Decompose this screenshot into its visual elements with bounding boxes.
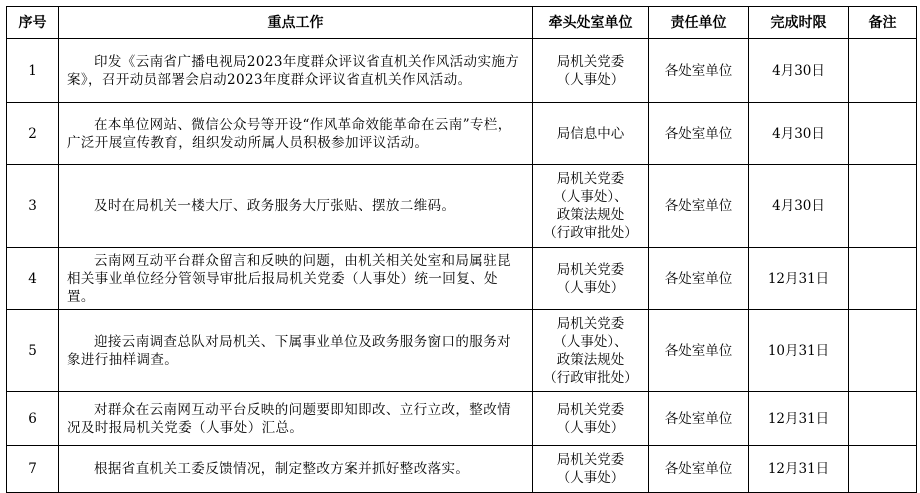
cell-seq: 3 — [7, 165, 59, 248]
lead-line: 局机关党委 — [556, 261, 625, 278]
cell-deadline: 4月30日 — [749, 165, 849, 248]
lead-line: 政策法规处 — [556, 351, 625, 368]
table-row — [7, 248, 917, 310]
cell-note — [849, 446, 917, 493]
cell-seq: 4 — [7, 248, 59, 310]
lead-line: （人事处） — [556, 419, 625, 436]
cell-lead — [533, 103, 649, 165]
cell-lead — [533, 248, 649, 310]
table-row — [7, 392, 917, 446]
table-header-row — [7, 7, 917, 39]
header-work: 重点工作 — [59, 7, 533, 39]
cell-work: 及时在局机关一楼大厅、政务服务大厅张贴、摆放二维码。 — [59, 165, 533, 248]
table-row — [7, 103, 917, 165]
cell-work: 云南网互动平台群众留言和反映的问题，由机关相关处室和局属驻昆相关事业单位经分管领导审批后报局机关党委（人事处）统一回复、处置。 — [59, 248, 533, 310]
work-plan-table — [6, 6, 917, 493]
cell-note — [849, 310, 917, 392]
cell-note — [849, 248, 917, 310]
lead-line: 局机关党委 — [556, 171, 625, 187]
table-row — [7, 165, 917, 248]
header-deadline: 完成时限 — [749, 7, 849, 39]
cell-lead — [533, 39, 649, 103]
lead-line: （人事处） — [556, 71, 625, 88]
cell-resp: 各处室单位 — [649, 103, 749, 165]
lead-line: 局机关党委 — [556, 401, 625, 418]
cell-deadline: 12月31日 — [749, 446, 849, 493]
cell-resp: 各处室单位 — [649, 310, 749, 392]
cell-resp: 各处室单位 — [649, 39, 749, 103]
lead-line: 局机关党委 — [556, 53, 625, 70]
table-row — [7, 310, 917, 392]
cell-work: 在本单位网站、微信公众号等开设“作风革命效能革命在云南”专栏，广泛开展宣传教育，组织发动所属人员积极参加评议活动。 — [59, 103, 533, 165]
cell-seq: 6 — [7, 392, 59, 446]
cell-resp: 各处室单位 — [649, 248, 749, 310]
header-note: 备注 — [849, 7, 917, 39]
lead-line: 政策法规处 — [556, 207, 625, 223]
cell-deadline: 4月30日 — [749, 39, 849, 103]
cell-note — [849, 103, 917, 165]
cell-note — [849, 165, 917, 248]
cell-lead — [533, 310, 649, 392]
lead-line: 局信息中心 — [556, 125, 625, 142]
lead-line: （人事处） — [556, 470, 625, 486]
cell-seq: 5 — [7, 310, 59, 392]
cell-deadline: 12月31日 — [749, 392, 849, 446]
cell-lead — [533, 165, 649, 248]
cell-work: 对群众在云南网互动平台反映的问题要即知即改、立行立改，整改情况及时报局机关党委（人事处）汇总。 — [59, 392, 533, 446]
lead-line: （人事处）、 — [553, 189, 628, 205]
cell-resp: 各处室单位 — [649, 446, 749, 493]
lead-line: （人事处） — [556, 279, 625, 296]
lead-line: 局机关党委 — [556, 452, 625, 468]
cell-deadline: 10月31日 — [749, 310, 849, 392]
lead-line: （人事处）、 — [553, 333, 628, 350]
cell-work: 印发《云南省广播电视局2023年度群众评议省直机关作风活动实施方案》，召开动员部署会启动2023年度群众评议省直机关作风活动。 — [59, 39, 533, 103]
cell-resp: 各处室单位 — [649, 165, 749, 248]
cell-seq: 1 — [7, 39, 59, 103]
header-seq: 序号 — [7, 7, 59, 39]
header-lead: 牵头处室单位 — [533, 7, 649, 39]
lead-line: （行政审批处） — [543, 225, 638, 241]
cell-note — [849, 39, 917, 103]
cell-work: 根据省直机关工委反馈情况，制定整改方案并抓好整改落实。 — [59, 446, 533, 493]
cell-resp: 各处室单位 — [649, 392, 749, 446]
lead-line: （行政审批处） — [543, 369, 638, 386]
cell-work: 迎接云南调查总队对局机关、下属事业单位及政务服务窗口的服务对象进行抽样调查。 — [59, 310, 533, 392]
cell-seq: 7 — [7, 446, 59, 493]
table-row — [7, 446, 917, 493]
header-resp: 责任单位 — [649, 7, 749, 39]
cell-note — [849, 392, 917, 446]
cell-seq: 2 — [7, 103, 59, 165]
cell-deadline: 12月31日 — [749, 248, 849, 310]
lead-line: 局机关党委 — [556, 315, 625, 332]
table-row — [7, 39, 917, 103]
cell-deadline: 4月30日 — [749, 103, 849, 165]
cell-lead — [533, 392, 649, 446]
cell-lead — [533, 446, 649, 493]
